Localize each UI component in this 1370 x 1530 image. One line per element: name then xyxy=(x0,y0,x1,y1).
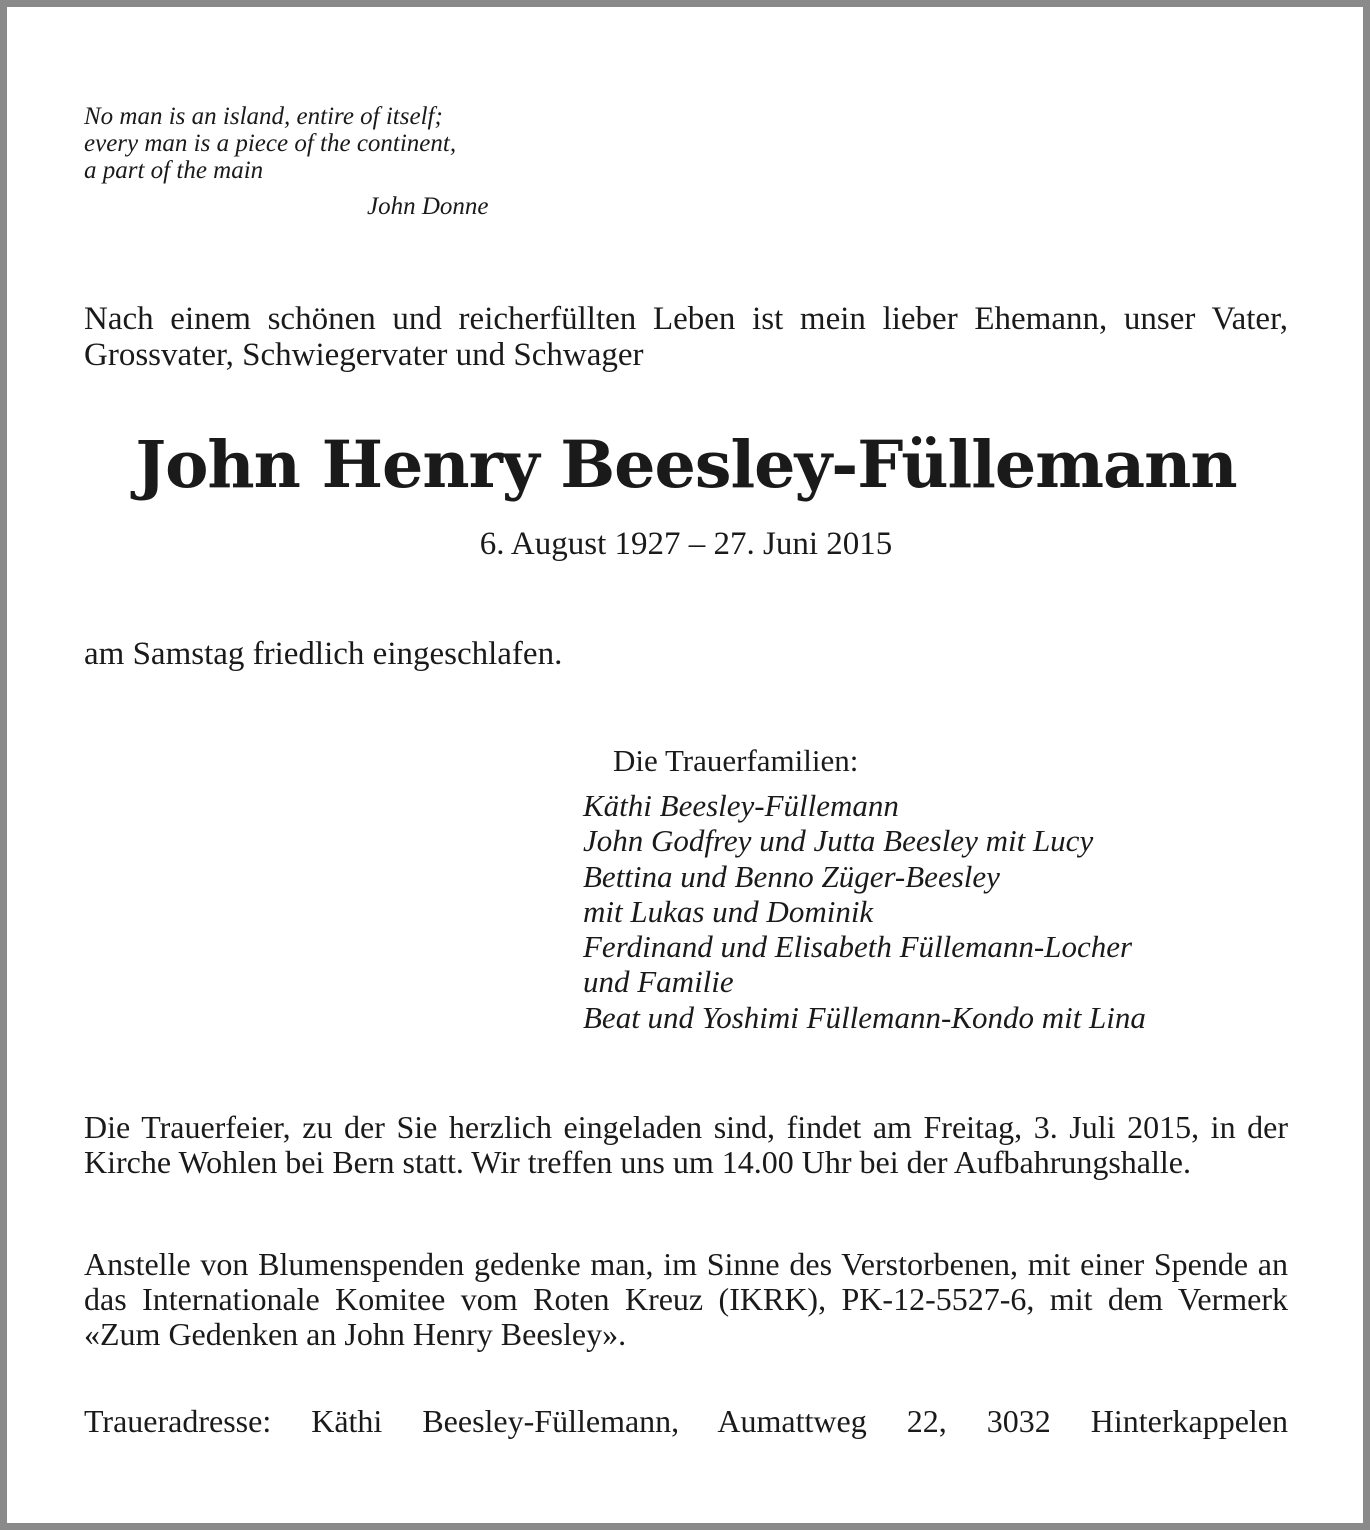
life-dates: 6. August 1927 – 27. Juni 2015 xyxy=(479,526,893,562)
quote-line: No man is an island, entire of itself; xyxy=(84,103,443,130)
mourning-families-title: Die Trauerfamilien: xyxy=(613,743,859,778)
mourning-families-list xyxy=(583,788,1303,1035)
family-member-line: mit Lukas und Dominik xyxy=(583,893,874,929)
mourning-address: Traueradresse: Käthi Beesley-Füllemann, Aumattweg 22, 3032 Hinterkappelen xyxy=(84,1403,1288,1439)
obituary-notice xyxy=(7,7,1363,1523)
family-member-line: Käthi Beesley-Füllemann xyxy=(583,788,899,823)
donation-request: Anstelle von Blumenspenden gedenke man, im Sinne des Verstorbenen, mit einer Spende an das Internationale Komitee vom Roten Kreuz (IKRK), PK-12-5527-6, mit dem Vermerk «Zum Gedenken an John Henry Beesley». xyxy=(84,1246,1288,1352)
deceased-name: John Henry Beesley-Füllemann xyxy=(135,427,1237,503)
family-member-line: Bettina und Benno Züger-Beesley xyxy=(583,858,1000,894)
passing-statement: am Samstag friedlich eingeschlafen. xyxy=(84,636,563,672)
epigraph-quote xyxy=(84,103,544,220)
quote-author: John Donne xyxy=(367,193,489,220)
intro-text: Nach einem schönen und reicherfüllten Leben ist mein lieber Ehemann, unser Vater, Grossvater, Schwiegervater und Schwager xyxy=(84,301,1288,373)
quote-line: a part of the main xyxy=(84,157,264,184)
family-member-line: John Godfrey und Jutta Beesley mit Lucy xyxy=(583,823,1094,859)
family-member-line: Ferdinand und Elisabeth Füllemann-Locher xyxy=(583,929,1133,965)
family-member-line: Beat und Yoshimi Füllemann-Kondo mit Lina xyxy=(583,999,1146,1035)
family-member-line: und Familie xyxy=(583,964,734,1000)
quote-line: every man is a piece of the continent, xyxy=(84,130,457,157)
funeral-service-info: Die Trauerfeier, zu der Sie herzlich eingeladen sind, findet am Freitag, 3. Juli 2015, in der Kirche Wohlen bei Bern statt. Wir treffen uns um 14.00 Uhr bei der Aufbahrungshalle. xyxy=(84,1109,1288,1180)
